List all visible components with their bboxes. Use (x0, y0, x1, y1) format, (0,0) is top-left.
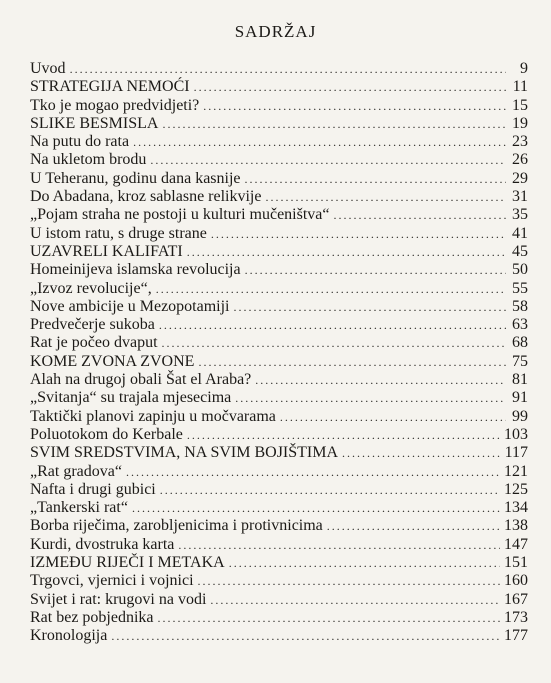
toc-entry (30, 170, 528, 188)
toc-entry-title: KOME ZVONA ZVONE (30, 352, 195, 370)
dot-leader (159, 316, 506, 334)
dot-leader (203, 97, 506, 115)
dot-leader (132, 499, 500, 517)
dot-leader (210, 591, 500, 609)
toc-entry (30, 225, 528, 243)
dot-leader (111, 627, 500, 645)
toc-entry (30, 316, 528, 334)
toc-entry-page-number: 103 (504, 425, 528, 443)
dot-leader (342, 444, 501, 462)
toc-entry-page-number: 81 (512, 371, 528, 389)
dot-leader (194, 78, 506, 96)
dot-leader (187, 243, 506, 261)
toc-entry-page-number: 147 (504, 535, 528, 553)
toc-entry (30, 298, 528, 316)
page-title: SADRŽAJ (234, 22, 317, 41)
toc-entry-title: IZMEĐU RIJEČI I METAKA (30, 554, 225, 572)
dot-leader (235, 389, 506, 407)
dot-leader (280, 408, 506, 426)
dot-leader (198, 353, 506, 371)
table-of-contents (30, 60, 528, 646)
toc-entry-title: STRATEGIJA NEMOĆI (30, 78, 190, 96)
toc-entry-page-number: 23 (512, 133, 528, 151)
toc-entry-page-number: 29 (512, 169, 528, 187)
toc-entry-title: Kurdi, dvostruka karta (30, 535, 175, 553)
toc-entry-title: Uvod (30, 60, 66, 77)
dot-leader (334, 206, 507, 224)
toc-entry-page-number: 45 (512, 242, 528, 260)
toc-entry-title: Nafta i drugi gubici (30, 480, 156, 498)
toc-entry-title: „Svitanja“ su trajala mjesecima (30, 389, 232, 407)
dot-leader (265, 188, 506, 206)
dot-leader (187, 426, 500, 444)
toc-entry-page-number: 173 (504, 608, 528, 626)
dot-leader (245, 170, 506, 188)
toc-entry-page-number: 50 (512, 261, 528, 279)
toc-entry-page-number: 151 (504, 554, 528, 572)
toc-entry (30, 389, 528, 407)
toc-entry-title: Trgovci, vjernici i vojnici (30, 572, 194, 590)
toc-entry-title: „Tankerski rat“ (30, 499, 128, 517)
toc-entry (30, 591, 528, 609)
toc-entry-page-number: 63 (512, 316, 528, 334)
toc-entry-title: SVIM SREDSTVIMA, NA SVIM BOJIŠTIMA (30, 444, 339, 462)
toc-entry-page-number: 99 (512, 407, 528, 425)
dot-leader (255, 371, 506, 389)
toc-entry (30, 627, 528, 645)
toc-entry (30, 97, 528, 115)
toc-entry-title: Do Abadana, kroz sablasne relikvije (30, 188, 262, 206)
toc-entry (30, 133, 528, 151)
dot-leader (162, 334, 506, 352)
toc-entry-page-number: 134 (504, 499, 528, 517)
dot-leader (229, 554, 500, 572)
toc-entry-title: „Rat gradova“ (30, 462, 122, 480)
toc-entry (30, 261, 528, 279)
dot-leader (327, 517, 500, 535)
toc-entry-page-number: 35 (512, 206, 528, 224)
toc-entry (30, 60, 528, 78)
toc-entry-page-number: 31 (512, 188, 528, 206)
toc-entry (30, 206, 528, 224)
toc-entry-title: Alah na drugoj obali Šat el Araba? (30, 371, 252, 389)
toc-entry-page-number: 41 (512, 224, 528, 242)
toc-entry (30, 536, 528, 554)
toc-entry-page-number: 9 (520, 60, 528, 77)
toc-entry-title: SLIKE BESMISLA (30, 114, 159, 132)
toc-entry (30, 334, 528, 352)
toc-entry (30, 426, 528, 444)
dot-leader (211, 225, 506, 243)
toc-entry (30, 444, 528, 462)
dot-leader (70, 60, 506, 78)
toc-entry-page-number: 91 (512, 389, 528, 407)
toc-entry-title: U istom ratu, s druge strane (30, 224, 207, 242)
dot-leader (126, 463, 500, 481)
toc-entry-title: Na ukletom brodu (30, 151, 147, 169)
toc-entry-page-number: 26 (512, 151, 528, 169)
toc-entry-page-number: 75 (512, 352, 528, 370)
toc-entry-title: Predvečerje sukoba (30, 316, 155, 334)
toc-entry (30, 115, 528, 133)
toc-entry-title: Taktički planovi zapinju u močvarama (30, 407, 276, 425)
toc-entry-title: Borba riječima, zarobljenicima i protivnicima (30, 517, 323, 535)
toc-entry-page-number: 55 (512, 279, 528, 297)
dot-leader (150, 151, 506, 169)
toc-entry-page-number: 58 (512, 297, 528, 315)
dot-leader (158, 609, 500, 627)
toc-entry-page-number: 11 (512, 78, 528, 96)
toc-entry-page-number: 138 (504, 517, 528, 535)
toc-entry-page-number: 121 (504, 462, 528, 480)
toc-entry (30, 572, 528, 590)
toc-entry (30, 78, 528, 96)
toc-entry-title: Rat bez pobjednika (30, 608, 154, 626)
toc-entry-title: „Pojam straha ne postoji u kulturi mučeništva“ (30, 206, 330, 224)
toc-entry (30, 188, 528, 206)
toc-entry-page-number: 15 (512, 96, 528, 114)
toc-entry-page-number: 68 (512, 334, 528, 352)
toc-entry (30, 243, 528, 261)
dot-leader (234, 298, 507, 316)
toc-entry-page-number: 177 (504, 627, 528, 645)
dot-leader (178, 536, 500, 554)
toc-entry (30, 481, 528, 499)
toc-entry-title: Rat je počeo dvaput (30, 334, 158, 352)
dot-leader (162, 115, 506, 133)
toc-entry-title: Poluotokom do Kerbale (30, 425, 183, 443)
toc-entry-title: Tko je mogao predvidjeti? (30, 96, 200, 114)
toc-entry-page-number: 117 (504, 444, 528, 462)
toc-entry (30, 554, 528, 572)
toc-entry-title: Homeinijeva islamska revolucija (30, 261, 241, 279)
toc-entry (30, 353, 528, 371)
toc-entry-page-number: 167 (504, 590, 528, 608)
toc-entry (30, 151, 528, 169)
toc-entry-title: „Izvoz revolucije“, (30, 279, 152, 297)
toc-entry-page-number: 125 (504, 480, 528, 498)
toc-entry-title: Na putu do rata (30, 133, 130, 151)
toc-entry (30, 408, 528, 426)
toc-entry-title: Kronologija (30, 627, 108, 645)
toc-entry-title: UZAVRELI KALIFATI (30, 242, 183, 260)
toc-entry (30, 280, 528, 298)
toc-entry-page-number: 160 (504, 572, 528, 590)
toc-entry-title: Svijet i rat: krugovi na vodi (30, 590, 207, 608)
toc-entry-page-number: 19 (512, 114, 528, 132)
toc-entry-title: Nove ambicije u Mezopotamiji (30, 297, 230, 315)
toc-entry-title: U Teheranu, godinu dana kasnije (30, 169, 241, 187)
toc-entry (30, 609, 528, 627)
toc-entry (30, 463, 528, 481)
dot-leader (156, 280, 506, 298)
dot-leader (160, 481, 500, 499)
dot-leader (245, 261, 506, 279)
dot-leader (133, 133, 506, 151)
toc-entry (30, 517, 528, 535)
dot-leader (198, 572, 500, 590)
toc-entry (30, 499, 528, 517)
toc-entry (30, 371, 528, 389)
